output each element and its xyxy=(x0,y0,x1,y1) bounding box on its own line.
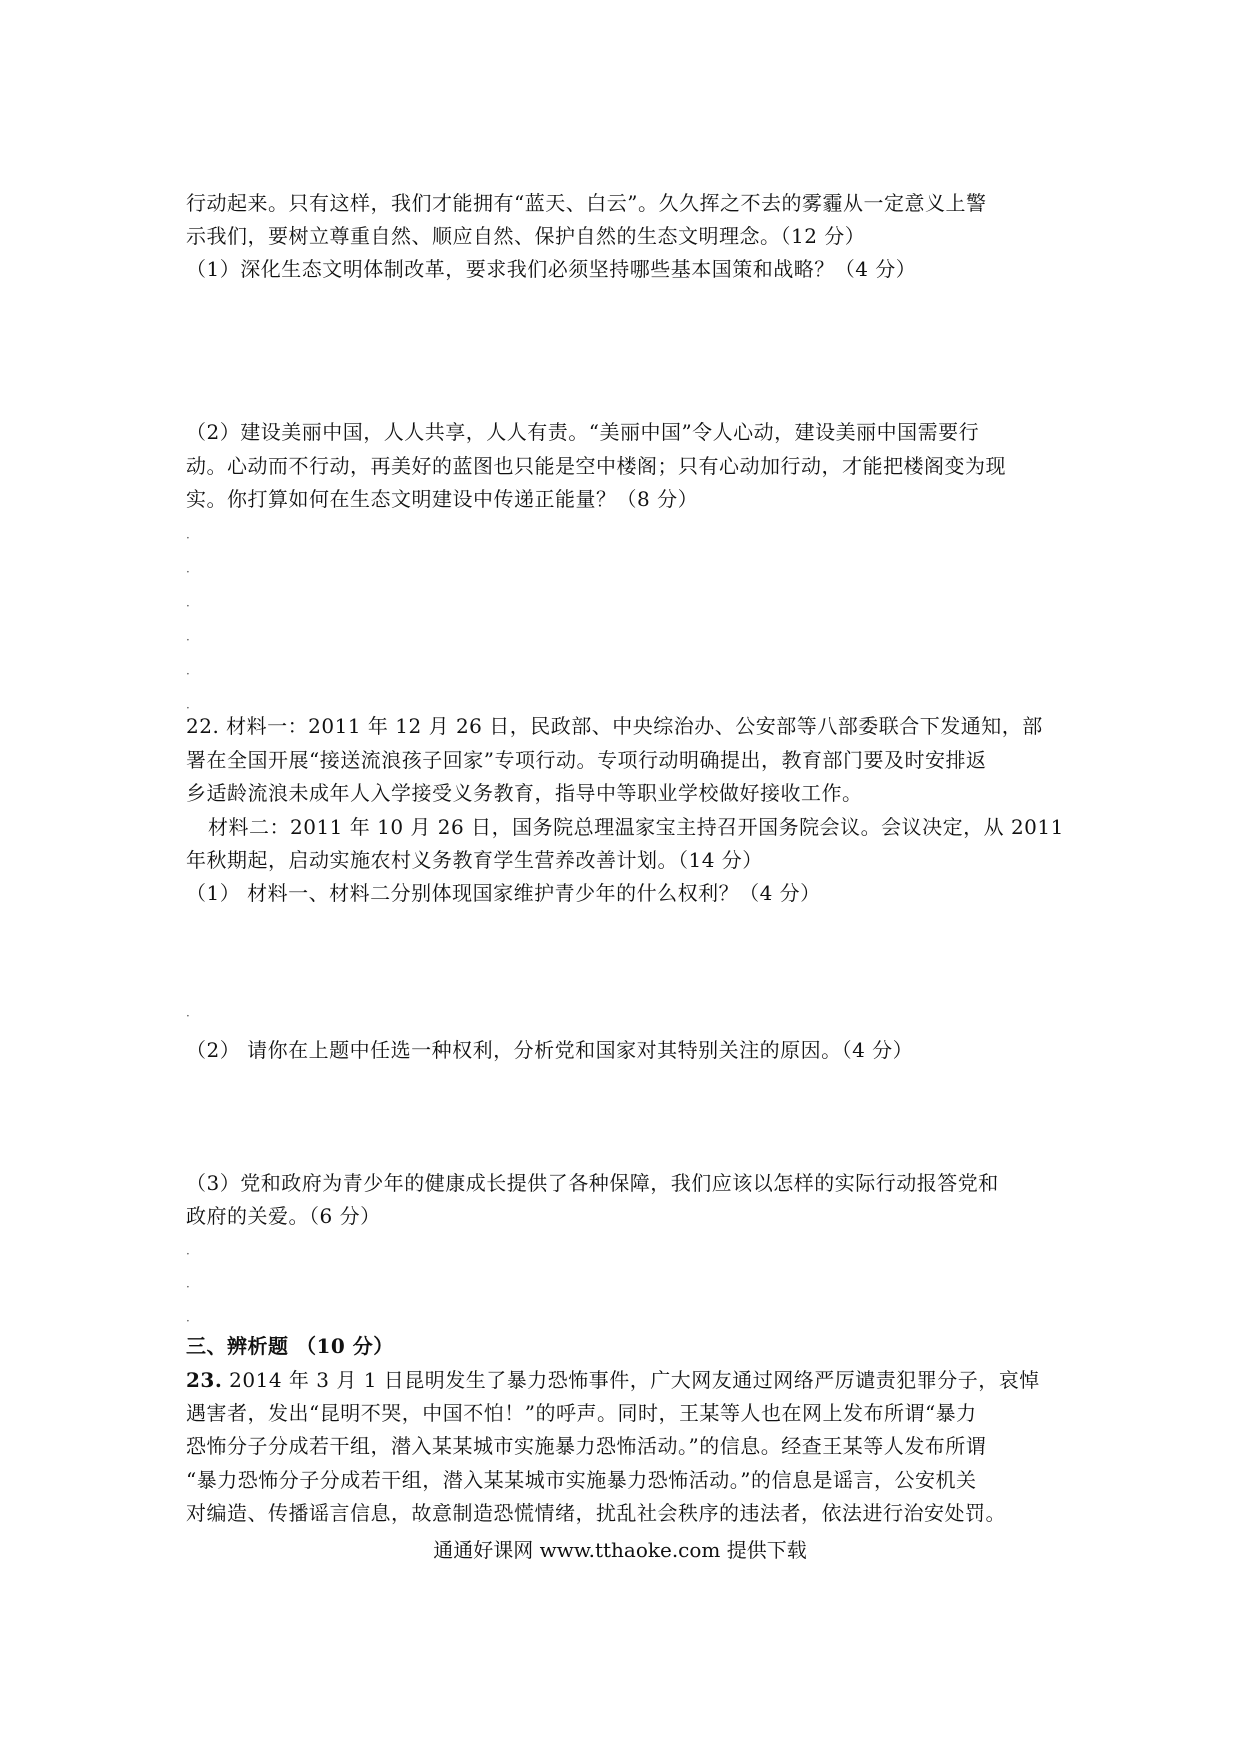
answer-space-dot: · xyxy=(186,531,190,545)
q23-text-line: 恐怖分子分成若干组，潜入某某城市实施暴力恐怖活动。”的信息。经查王某等人发布所谓 xyxy=(186,1434,987,1458)
answer-space-dot: · xyxy=(186,701,190,715)
q22-text-line: 22. 材料一：2011 年 12 月 26 日，民政部、中央综治办、公安部等八部委联合下发通知，部 xyxy=(186,714,1043,738)
q21-sub1: （1）深化生态文明体制改革，要求我们必须坚持哪些基本国策和战略？（4 分） xyxy=(186,257,917,281)
q23-number: 23. xyxy=(186,1368,223,1392)
q21-sub2-line: 动。心动而不行动，再美好的蓝图也只能是空中楼阁；只有心动加行动，才能把楼阁变为现 xyxy=(186,454,1006,478)
q23-text-line: “暴力恐怖分子分成若干组，潜入某某城市实施暴力恐怖活动。”的信息是谣言，公安机关 xyxy=(186,1468,977,1492)
q22-text-line: 年秋期起，启动实施农村义务教育学生营养改善计划。（14 分） xyxy=(186,848,763,872)
q23-text-line: 遇害者，发出“昆明不哭，中国不怕！”的呼声。同时，王某等人也在网上发布所谓“暴力 xyxy=(186,1401,977,1425)
answer-space-dot: · xyxy=(186,1247,190,1261)
q23-text-line: 对编造、传播谣言信息，故意制造恐慌情绪，扰乱社会秩序的违法者，依法进行治安处罚。 xyxy=(186,1501,1006,1525)
page-footer: 通通好课网 www.tthaoke.com 提供下载 xyxy=(433,1538,807,1562)
q21-sub2-line: （2）建设美丽中国，人人共享，人人有责。“美丽中国”令人心动，建设美丽中国需要行 xyxy=(186,420,980,444)
q22-text-line: 乡适龄流浪未成年人入学接受义务教育，指导中等职业学校做好接收工作。 xyxy=(186,781,863,805)
answer-space-dot: · xyxy=(186,1009,190,1023)
q22-sub1: （1） 材料一、材料二分别体现国家维护青少年的什么权利？（4 分） xyxy=(186,881,821,905)
q22-sub2: （2） 请你在上题中任选一种权利，分析党和国家对其特别关注的原因。（4 分） xyxy=(186,1038,914,1062)
answer-space-dot: · xyxy=(186,1280,190,1294)
q22-text-line: 材料二：2011 年 10 月 26 日，国务院总理温家宝主持召开国务院会议。会议决定，从 2011 xyxy=(208,815,1064,839)
q21-sub2-line: 实。你打算如何在生态文明建设中传递正能量？（8 分） xyxy=(186,487,699,511)
answer-space-dot: · xyxy=(186,599,190,613)
q22-sub3-line: 政府的关爱。（6 分） xyxy=(186,1204,381,1228)
q21-text-line: 行动起来。只有这样，我们才能拥有“蓝天、白云”。久久挥之不去的雾霾从一定意义上警 xyxy=(186,191,987,215)
answer-space-dot: · xyxy=(186,565,190,579)
q22-text-line: 署在全国开展“接送流浪孩子回家”专项行动。专项行动明确提出，教育部门要及时安排返 xyxy=(186,748,987,772)
answer-space-dot: · xyxy=(186,667,190,681)
q23-text-line xyxy=(186,1363,1066,1397)
q22-sub3-line: （3）党和政府为青少年的健康成长提供了各种保障，我们应该以怎样的实际行动报答党和 xyxy=(186,1171,999,1195)
section-heading: 三、辨析题 （10 分） xyxy=(186,1334,394,1358)
answer-space-dot: · xyxy=(186,1314,190,1328)
q23-text: 2014 年 3 月 1 日昆明发生了暴力恐怖事件，广大网友通过网络严厉谴责犯罪分子，哀悼 xyxy=(222,1368,1040,1392)
answer-space-dot: · xyxy=(186,633,190,647)
q21-text-line: 示我们，要树立尊重自然、顺应自然、保护自然的生态文明理念。（12 分） xyxy=(186,224,866,248)
